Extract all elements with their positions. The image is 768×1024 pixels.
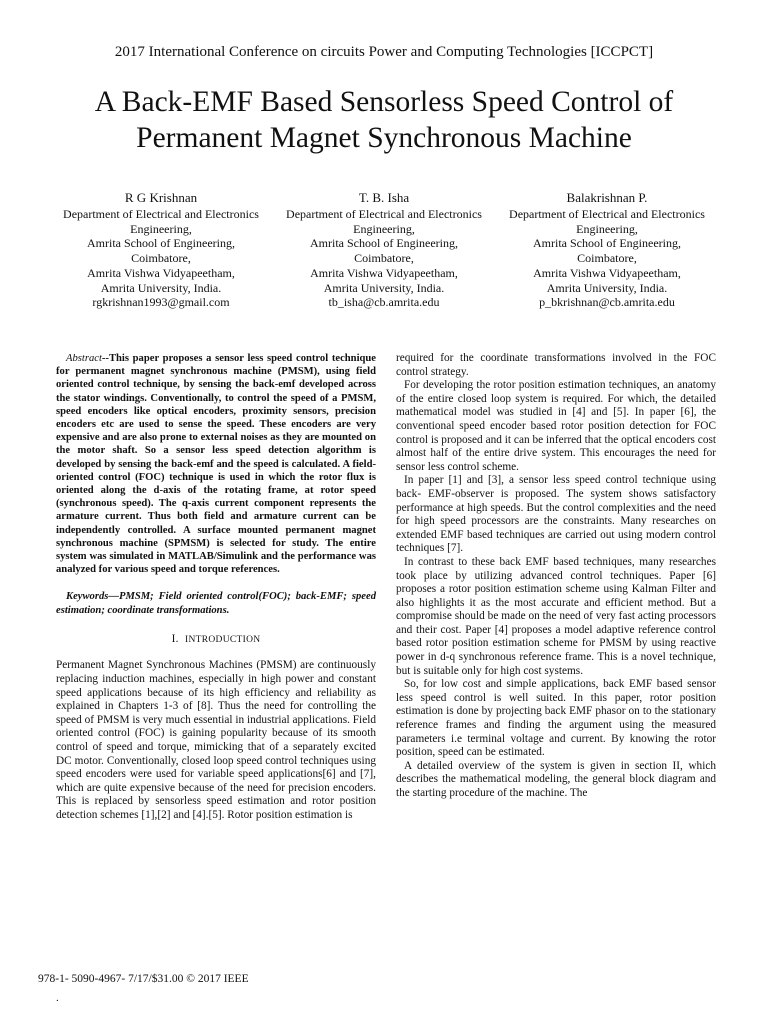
title-line-2: Permanent Magnet Synchronous Machine [136, 122, 632, 154]
author-affiliation-line: Amrita University, India. [546, 280, 668, 295]
author-affiliation-line: Department of Electrical and Electronics [63, 207, 259, 221]
body-paragraph: Permanent Magnet Synchronous Machines (PMSM) are continuously replacing induction machines, especially in high power and constant speed applications because of its high efficiency and reliability as explained in Chapters 1-3 of [8]. Thus the need for controlling the speed of PMSM is very much essential in industrial applications. Field oriented control (FOC) is gaining popularity because of its smooth control of speed and torque, mimicking that of a separately excited DC motor. Conventionally, closed loop speed control techniques using speed encoders were used for variable speed applications[6] and [7], which are quite expensive because of the need for precision encoders. This is replaced by sensorless speed estimation and rotor position detection schemes [1],[2] and [4].[5]. Rotor position estimation is [56, 659, 376, 821]
author-name: T. B. Isha [358, 190, 410, 205]
footer-dot: . [56, 992, 59, 1004]
author-affiliation-line: Department of Electrical and Electronics [509, 207, 705, 221]
author-affiliation-line: Coimbatore, [131, 251, 191, 266]
body-paragraph: For developing the rotor position estimation techniques, an anatomy of the entire closed loop system is required. For which, the detailed mathematical model was studied in [4] and [5]. In paper [6], the conventional speed encoder based rotor position detection for FOC control is proposed and it can be inferred that the optical encoders cost almost half of the entire drive system. This encourages the need for sensor less control scheme. [396, 379, 716, 473]
abstract-label: Abstract [66, 353, 102, 364]
author-affiliation-line: Coimbatore, [577, 251, 637, 266]
author-1 [50, 190, 272, 310]
author-affiliation-line: Amrita University, India. [323, 280, 445, 295]
author-email: tb_isha@cb.amrita.edu [328, 295, 440, 310]
author-affiliation-line: Coimbatore, [354, 251, 414, 266]
author-email: rgkrishnan1993@gmail.com [92, 295, 230, 310]
author-affiliation-line: Amrita School of Engineering, [87, 236, 235, 251]
author-block [50, 190, 718, 320]
title-line-1: A Back-EMF Based Sensorless Speed Control of [94, 86, 674, 118]
paper-title [40, 84, 728, 156]
left-column [56, 352, 376, 823]
body-paragraph: In paper [1] and [3], a sensor less speed control technique using back- EMF-observer is proposed. The system shows satisfactory performance at high speeds. But the control complexities and the need for high speed processors are the constraints. Many researches on extended EMF based techniques are carried out using modern control techniques [7]. [396, 474, 716, 555]
copyright-footer: 978-1- 5090-4967- 7/17/$31.00 © 2017 IEEE [38, 973, 249, 985]
author-affiliation-line: Amrita Vishwa Vidyapeetham, [533, 265, 681, 280]
section-number: I. [171, 632, 179, 645]
author-affiliation-line: Amrita University, India. [100, 280, 222, 295]
body-paragraph: So, for low cost and simple applications, back EMF based sensor less speed control is well suited. In this paper, rotor position estimation is done by projecting back EMF phasor on to the stationary reference frames and finding the argument using the measured parameters i.e terminal voltage and current. By knowing the rotor position, speed can be estimated. [396, 678, 716, 759]
author-name: Balakrishnan P. [566, 190, 648, 205]
body-paragraph: A detailed overview of the system is given in section II, which describes the mathematical modeling, the general block diagram and the starting procedure of the machine. The [396, 759, 716, 799]
author-affiliation-line: Amrita Vishwa Vidyapeetham, [87, 265, 235, 280]
author-affiliation-line: Engineering, [130, 221, 192, 236]
abstract-text: --This paper proposes a sensor less speed control technique for permanent magnet synchronous machine (PMSM), using field oriented control technique, by sensing the back-emf developed across the stator windings. Conventionally, to control the speed of a PMSM, speed encoders like optical encoders, proximity sensors, precision encoders etc are used to sense the speed. These encoders are very expensive and are also prone to external noises as they are mounted on the motor shaft. So a sensor less speed detection algorithm is developed by sensing the back-emf and the speed is calculated. A field-oriented control (FOC) technique is used in which the rotor flux is oriented along the d-axis of the rotating frame, at rotor speed (synchronous speed). The q-axis current component represents the armature current. Thus both field and armature current can be independently controlled. A surface mounted permanent magnet synchronous machine (SPMSM) is selected for study. The entire system was simulated in MATLAB/Simulink and the performance was analyzed for various speed and torque references. [56, 353, 376, 576]
author-affiliation-line: Engineering, [576, 221, 638, 236]
author-2 [273, 190, 495, 310]
body-paragraph: required for the coordinate transformations involved in the FOC control strategy. [396, 352, 716, 378]
section-heading [56, 633, 376, 648]
author-3 [496, 190, 718, 310]
author-affiliation-line: Amrita Vishwa Vidyapeetham, [310, 265, 458, 280]
right-column [396, 352, 716, 801]
abstract [56, 352, 376, 576]
author-affiliation-line: Amrita School of Engineering, [310, 236, 458, 251]
conference-header: 2017 International Conference on circuits Power and Computing Technologies [ICCPCT] [114, 44, 654, 60]
author-name: R G Krishnan [124, 190, 198, 205]
author-email: p_bkrishnan@cb.amrita.edu [539, 295, 675, 310]
section-title: INTRODUCTION [185, 634, 261, 645]
author-affiliation-line: Amrita School of Engineering, [533, 236, 681, 251]
keywords: Keywords—PMSM; Field oriented control(FOC); back-EMF; speed estimation; coordinate transformations. [56, 591, 376, 616]
body-paragraph: In contrast to these back EMF based techniques, many researches took place by utilizing advanced control techniques. Paper [6] proposes a rotor position estimation scheme using Kalman Filter and also highlights it as the most accurate and efficient method. But a compromise should be made on the need of very fast acting processors and their cost. Paper [4] proposes a model adaptive reference control based rotor position estimation scheme for PMSM by using reactive power in d-q synchronous reference frame. This is a novel technique, but is suitable only for high cost systems. [396, 555, 716, 677]
author-affiliation-line: Engineering, [353, 221, 415, 236]
author-affiliation-line: Department of Electrical and Electronics [286, 207, 482, 221]
